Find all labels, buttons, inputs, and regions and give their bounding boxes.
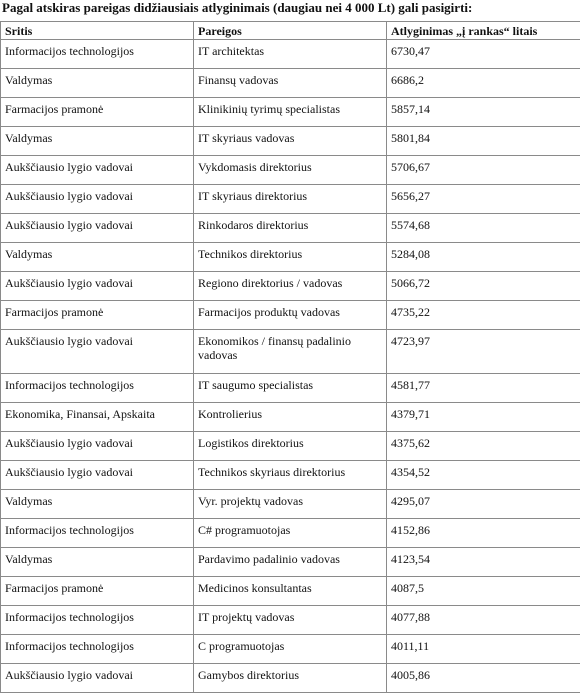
- cell-sritis: Aukščiausio lygio vadovai: [1, 330, 194, 374]
- cell-sritis: Farmacijos pramonė: [1, 98, 194, 127]
- cell-sritis: Farmacijos pramonė: [1, 301, 194, 330]
- cell-atlyginimas: 5801,84: [387, 127, 580, 156]
- cell-sritis: Ekonomika, Finansai, Apskaita: [1, 403, 194, 432]
- table-row: [1, 214, 580, 243]
- cell-pareigos: Medicinos konsultantas: [194, 577, 387, 606]
- cell-pareigos: Farmacijos produktų vadovas: [194, 301, 387, 330]
- cell-pareigos: Regiono direktorius / vadovas: [194, 272, 387, 301]
- cell-atlyginimas: 4581,77: [387, 374, 580, 403]
- cell-pareigos: Logistikos direktorius: [194, 432, 387, 461]
- cell-pareigos: Ekonomikos / finansų padalinio vadovas: [194, 330, 387, 374]
- table-row: [1, 185, 580, 214]
- cell-sritis: Valdymas: [1, 69, 194, 98]
- cell-pareigos: Kontrolierius: [194, 403, 387, 432]
- cell-sritis: Informacijos technologijos: [1, 519, 194, 548]
- cell-pareigos: Technikos direktorius: [194, 243, 387, 272]
- table-row: [1, 69, 580, 98]
- cell-sritis: Aukščiausio lygio vadovai: [1, 214, 194, 243]
- cell-atlyginimas: 4295,07: [387, 490, 580, 519]
- cell-pareigos: IT saugumo specialistas: [194, 374, 387, 403]
- cell-sritis: Aukščiausio lygio vadovai: [1, 272, 194, 301]
- header-sritis: Sritis: [1, 22, 194, 40]
- header-atlyginimas: Atlyginimas „į rankas“ litais: [387, 22, 580, 40]
- cell-atlyginimas: 6730,47: [387, 40, 580, 69]
- table-row: [1, 606, 580, 635]
- cell-pareigos: Rinkodaros direktorius: [194, 214, 387, 243]
- table-row: [1, 301, 580, 330]
- cell-sritis: Aukščiausio lygio vadovai: [1, 432, 194, 461]
- table-body: [1, 40, 580, 693]
- cell-atlyginimas: 5857,14: [387, 98, 580, 127]
- table-row: [1, 548, 580, 577]
- table-row: [1, 40, 580, 69]
- table-row: [1, 635, 580, 664]
- cell-atlyginimas: 4354,52: [387, 461, 580, 490]
- cell-sritis: Aukščiausio lygio vadovai: [1, 664, 194, 693]
- table-row: [1, 272, 580, 301]
- table-row: [1, 664, 580, 693]
- cell-sritis: Informacijos technologijos: [1, 40, 194, 69]
- cell-atlyginimas: 4723,97: [387, 330, 580, 374]
- salary-table: [0, 21, 580, 693]
- table-row: [1, 374, 580, 403]
- table-row: [1, 577, 580, 606]
- cell-atlyginimas: 5574,68: [387, 214, 580, 243]
- cell-sritis: Informacijos technologijos: [1, 635, 194, 664]
- table-row: [1, 403, 580, 432]
- cell-atlyginimas: 4152,86: [387, 519, 580, 548]
- cell-sritis: Informacijos technologijos: [1, 606, 194, 635]
- cell-pareigos: IT skyriaus vadovas: [194, 127, 387, 156]
- table-row: [1, 330, 580, 374]
- cell-pareigos: Klinikinių tyrimų specialistas: [194, 98, 387, 127]
- cell-atlyginimas: 5656,27: [387, 185, 580, 214]
- cell-pareigos: Gamybos direktorius: [194, 664, 387, 693]
- cell-atlyginimas: 4005,86: [387, 664, 580, 693]
- table-row: [1, 461, 580, 490]
- cell-atlyginimas: 4379,71: [387, 403, 580, 432]
- table-header-row: [1, 22, 580, 40]
- cell-sritis: Valdymas: [1, 490, 194, 519]
- cell-sritis: Valdymas: [1, 243, 194, 272]
- cell-pareigos: Vyr. projektų vadovas: [194, 490, 387, 519]
- cell-atlyginimas: 4087,5: [387, 577, 580, 606]
- cell-pareigos: Technikos skyriaus direktorius: [194, 461, 387, 490]
- table-row: [1, 156, 580, 185]
- cell-atlyginimas: 4123,54: [387, 548, 580, 577]
- cell-sritis: Farmacijos pramonė: [1, 577, 194, 606]
- cell-pareigos: C# programuotojas: [194, 519, 387, 548]
- table-row: [1, 127, 580, 156]
- table-row: [1, 519, 580, 548]
- cell-pareigos: C programuotojas: [194, 635, 387, 664]
- table-row: [1, 243, 580, 272]
- cell-sritis: Valdymas: [1, 127, 194, 156]
- cell-pareigos: Finansų vadovas: [194, 69, 387, 98]
- cell-atlyginimas: 5066,72: [387, 272, 580, 301]
- cell-sritis: Aukščiausio lygio vadovai: [1, 185, 194, 214]
- cell-atlyginimas: 5284,08: [387, 243, 580, 272]
- cell-atlyginimas: 5706,67: [387, 156, 580, 185]
- cell-atlyginimas: 4011,11: [387, 635, 580, 664]
- cell-sritis: Aukščiausio lygio vadovai: [1, 461, 194, 490]
- cell-pareigos: IT projektų vadovas: [194, 606, 387, 635]
- cell-sritis: Aukščiausio lygio vadovai: [1, 156, 194, 185]
- cell-sritis: Valdymas: [1, 548, 194, 577]
- header-pareigos: Pareigos: [194, 22, 387, 40]
- table-row: [1, 490, 580, 519]
- cell-pareigos: IT skyriaus direktorius: [194, 185, 387, 214]
- cell-pareigos: Vykdomasis direktorius: [194, 156, 387, 185]
- cell-atlyginimas: 4735,22: [387, 301, 580, 330]
- cell-atlyginimas: 4077,88: [387, 606, 580, 635]
- cell-atlyginimas: 4375,62: [387, 432, 580, 461]
- table-row: [1, 432, 580, 461]
- cell-pareigos: IT architektas: [194, 40, 387, 69]
- cell-sritis: Informacijos technologijos: [1, 374, 194, 403]
- cell-atlyginimas: 6686,2: [387, 69, 580, 98]
- page-title: Pagal atskiras pareigas didžiausiais atlyginimais (daugiau nei 4 000 Lt) gali pasigirti:: [2, 0, 473, 15]
- cell-pareigos: Pardavimo padalinio vadovas: [194, 548, 387, 577]
- table-row: [1, 98, 580, 127]
